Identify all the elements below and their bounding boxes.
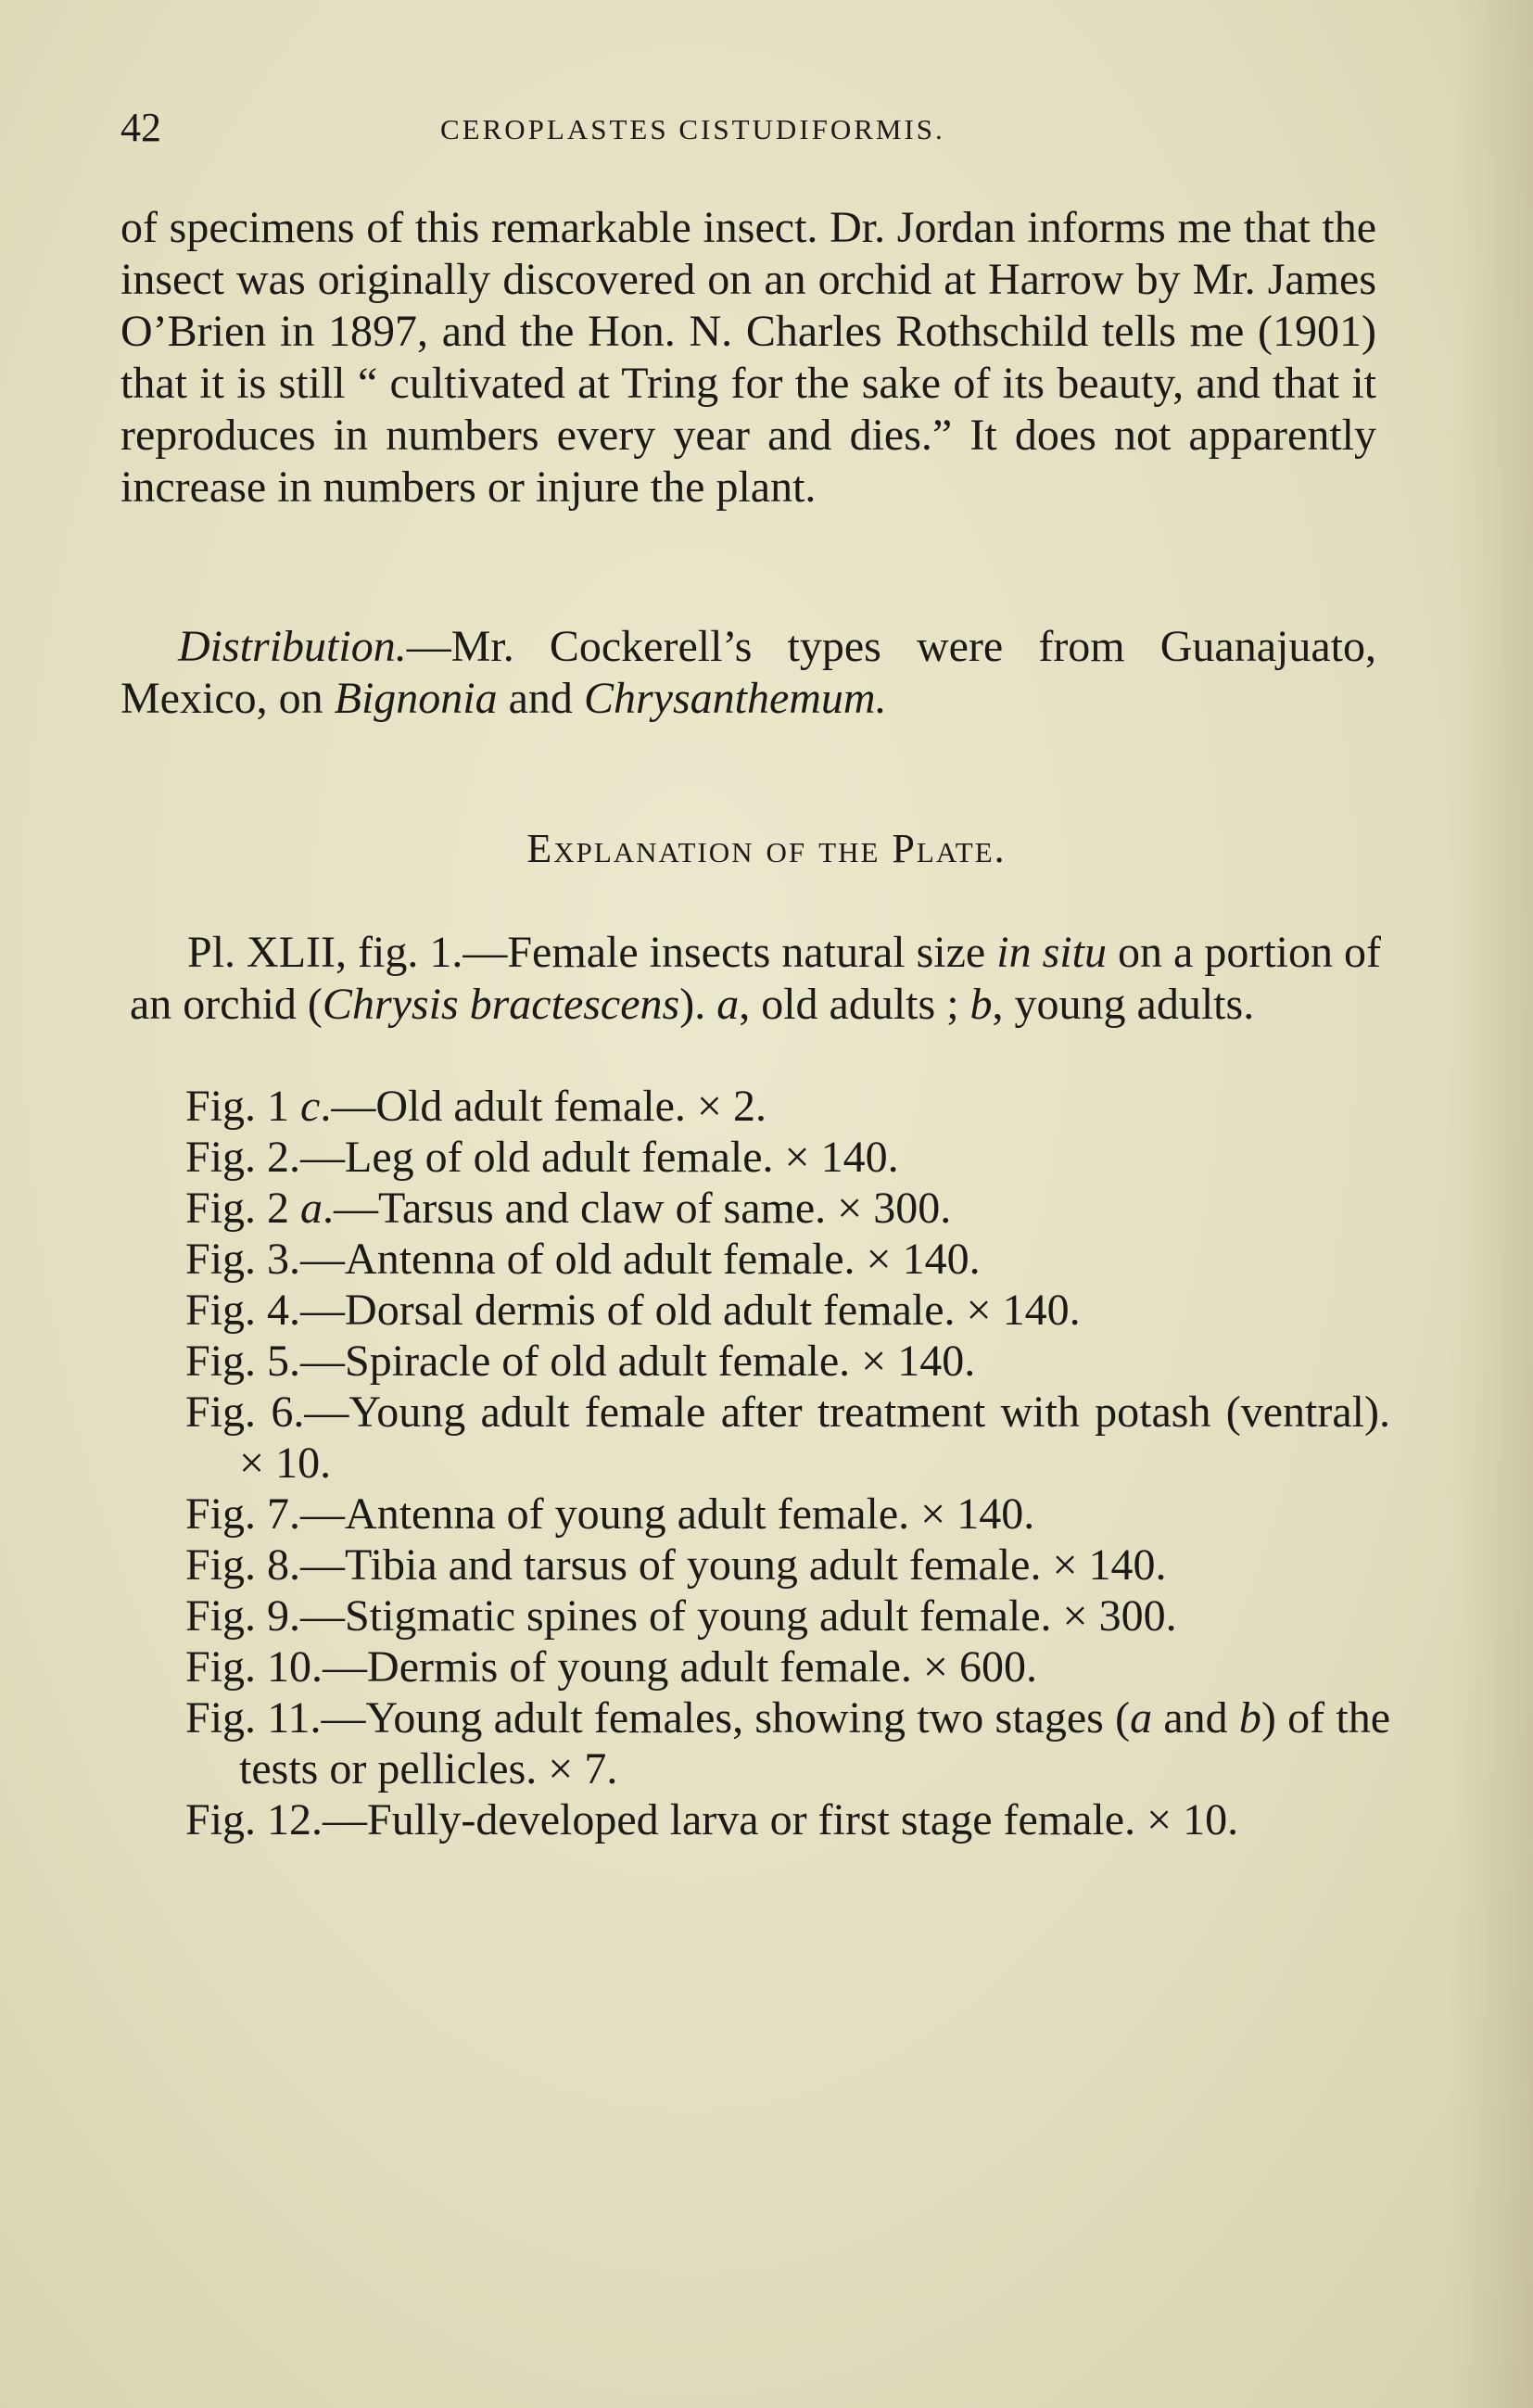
figure-prefix: Fig. 11.—Young adult females, showing two stages (	[185, 1693, 1131, 1743]
plate-intro-text-3: ).	[679, 980, 717, 1029]
figure-prefix: Fig. 7.—Antenna of young adult female. × 140.	[185, 1489, 1035, 1539]
species-name: Chrysis bractescens	[322, 980, 680, 1029]
genus-chrysanthemum: Chrysanthemum.	[583, 674, 887, 723]
figure-prefix: Fig. 8.—Tibia and tarsus of young adult female. × 140.	[185, 1540, 1167, 1590]
figure-prefix: Fig. 6.—Young adult female after treatment with potash (ventral). × 10.	[185, 1388, 1390, 1488]
label-b: b	[969, 980, 993, 1029]
page-edge-shadow	[1450, 0, 1533, 2408]
figure-prefix: Fig. 1	[185, 1082, 301, 1131]
plate-intro-text-5: , young adults.	[992, 980, 1255, 1029]
figure-item	[185, 1591, 1390, 1641]
figure-letter-b: b	[1238, 1693, 1261, 1743]
figure-item	[185, 1234, 1390, 1285]
heading-word-of-the: of the	[766, 826, 881, 871]
figure-letter: a	[300, 1184, 323, 1233]
heading-initial-p: P	[892, 826, 917, 871]
figure-prefix: Fig. 4.—Dorsal dermis of old adult female. × 140.	[185, 1286, 1081, 1335]
figure-item	[185, 1336, 1390, 1387]
distribution-label: Distribution.	[178, 622, 407, 671]
figure-letter: c	[300, 1082, 321, 1131]
figure-letter: a	[1130, 1693, 1153, 1743]
figure-item	[185, 1692, 1390, 1794]
figure-item	[185, 1132, 1390, 1183]
paragraph-specimens: of specimens of this remarkable insect. Dr. Jordan informs me that the insect was originally discovered on an orchid at Harrow by Mr. James O’Brien in 1897, and the Hon. N. Charles Rothschild tells me (1901) that it is still “ cultivated at Tring for the sake of its beauty, and that it reproduces in numbers every year and dies.” It does not apparently increase in numbers or injure the plant.	[120, 203, 1376, 512]
figure-prefix: Fig. 2.—Leg of old adult female. × 140.	[185, 1133, 899, 1182]
figure-item	[185, 1540, 1390, 1591]
running-title: CEROPLASTES CISTUDIFORMIS.	[440, 113, 945, 146]
figure-item	[185, 1285, 1390, 1336]
figure-prefix: Fig. 2	[185, 1184, 301, 1233]
plate-intro-text-2: on a portion of an orchid (	[130, 928, 1382, 1029]
section-heading	[0, 825, 1533, 872]
figure-prefix: Fig. 3.—Antenna of old adult female. × 140.	[185, 1235, 981, 1284]
figure-item	[185, 1794, 1390, 1845]
label-a: a	[716, 980, 740, 1029]
heading-initial-e: E	[526, 826, 554, 871]
distribution-text-1: —Mr. Cockerell’s types were from Guanajuato, Mexico, on	[120, 622, 1376, 723]
figure-prefix: Fig. 5.—Spiracle of old adult female. × 140.	[185, 1337, 976, 1386]
figure-item	[185, 1387, 1390, 1489]
distribution-text-2: and	[497, 674, 584, 723]
figure-text: .—Tarsus and claw of same. × 300.	[323, 1184, 952, 1233]
plate-intro-text-1: Pl. XLII, fig. 1.—Female insects natural size	[187, 928, 997, 977]
heading-word-plate: late.	[916, 826, 1007, 871]
figure-text-2: ) of the tests or pellicles. × 7.	[239, 1693, 1391, 1793]
figure-item	[185, 1183, 1390, 1234]
figure-prefix: Fig. 12.—Fully-developed larva or first stage female. × 10.	[185, 1795, 1239, 1844]
figure-item	[185, 1081, 1390, 1132]
page-number: 42	[120, 105, 161, 150]
figure-prefix: Fig. 10.—Dermis of young adult female. × 600.	[185, 1642, 1037, 1692]
figure-prefix: Fig. 9.—Stigmatic spines of young adult female. × 300.	[185, 1591, 1177, 1641]
figure-text: and	[1152, 1693, 1239, 1743]
running-head	[120, 104, 1381, 159]
heading-word-explanation: xplanation	[553, 826, 754, 871]
paragraph-distribution	[120, 621, 1376, 725]
in-situ: in situ	[996, 928, 1107, 977]
figure-list	[185, 1081, 1390, 1845]
figure-item	[185, 1641, 1390, 1692]
figure-item	[185, 1489, 1390, 1540]
plate-intro	[130, 927, 1381, 1031]
plate-intro-text-4: , old adults ;	[739, 980, 970, 1029]
figure-text: .—Old adult female. × 2.	[320, 1082, 766, 1131]
genus-bignonia: Bignonia	[334, 674, 498, 723]
